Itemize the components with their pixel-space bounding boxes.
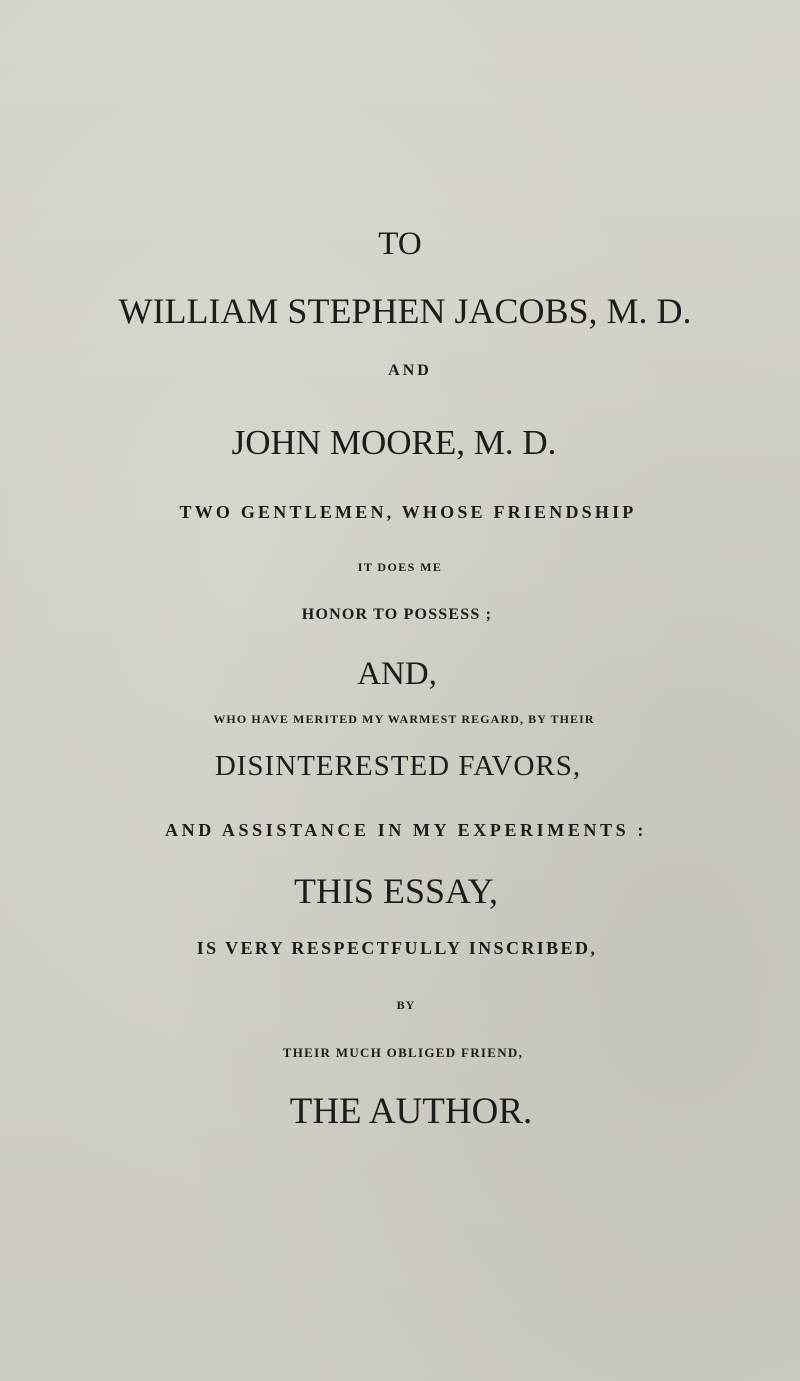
dedicatee-moore: JOHN MOORE, M. D. [231, 423, 557, 462]
line-obliged-friend: THEIR MUCH OBLIGED FRIEND, [282, 1045, 524, 1060]
line-it-does-me: IT DOES ME [357, 560, 443, 574]
line-by: BY [396, 998, 416, 1012]
line-two-gentlemen: TWO GENTLEMEN, WHOSE FRIENDSHIP [179, 502, 637, 522]
signature-the-author: THE AUTHOR. [289, 1091, 533, 1132]
line-who-have-merited: WHO HAVE MERITED MY WARMEST REGARD, BY THEIR [213, 712, 595, 726]
line-this-essay: THIS ESSAY, [293, 871, 499, 911]
dedication-to: TO [378, 226, 422, 262]
conjunction-and-2: AND, [357, 656, 437, 692]
line-respectfully-inscribed: IS VERY RESPECTFULLY INSCRIBED, [196, 938, 598, 958]
line-assistance: AND ASSISTANCE IN MY EXPERIMENTS : [165, 820, 647, 840]
line-honor-to-possess: HONOR TO POSSESS ; [301, 606, 493, 623]
line-disinterested-favors: DISINTERESTED FAVORS, [214, 750, 582, 782]
conjunction-and: AND [388, 362, 432, 379]
dedicatee-jacobs: WILLIAM STEPHEN JACOBS, M. D. [118, 291, 692, 331]
